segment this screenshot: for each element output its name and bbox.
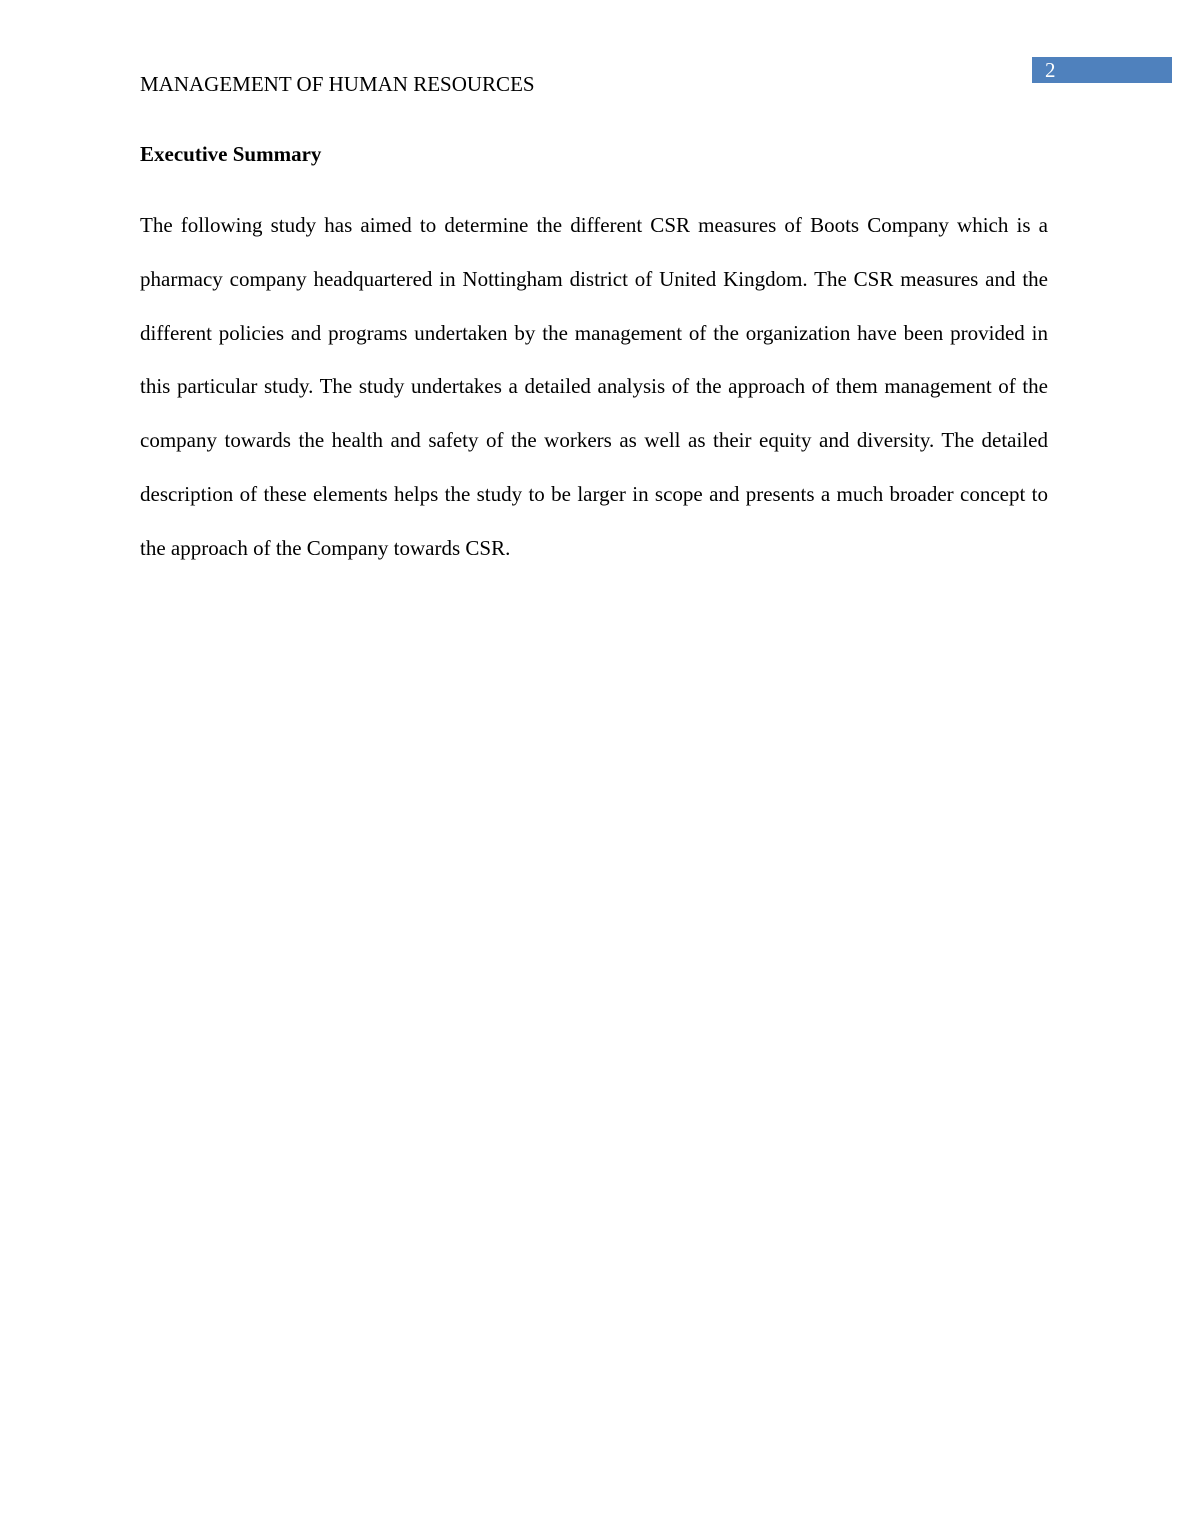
body-paragraph: The following study has aimed to determine the different CSR measures of Boots Company which is a pharmacy company headquartered in Nottingham district of United Kingdom. The CSR measures and the different policies and programs undertaken by the management of the organization have been provided in this particular study. The study undertakes a detailed analysis of the approach of them management of the company towards the health and safety of the workers as well as their equity and diversity. The detailed description of these elements helps the study to be larger in scope and presents a much broader concept to the approach of the Company towards CSR. xyxy=(140,213,1048,560)
page-number-badge xyxy=(1032,57,1172,83)
running-head: MANAGEMENT OF HUMAN RESOURCES xyxy=(140,72,535,96)
section-heading: Executive Summary xyxy=(140,142,322,166)
page-number: 2 xyxy=(1045,58,1056,82)
